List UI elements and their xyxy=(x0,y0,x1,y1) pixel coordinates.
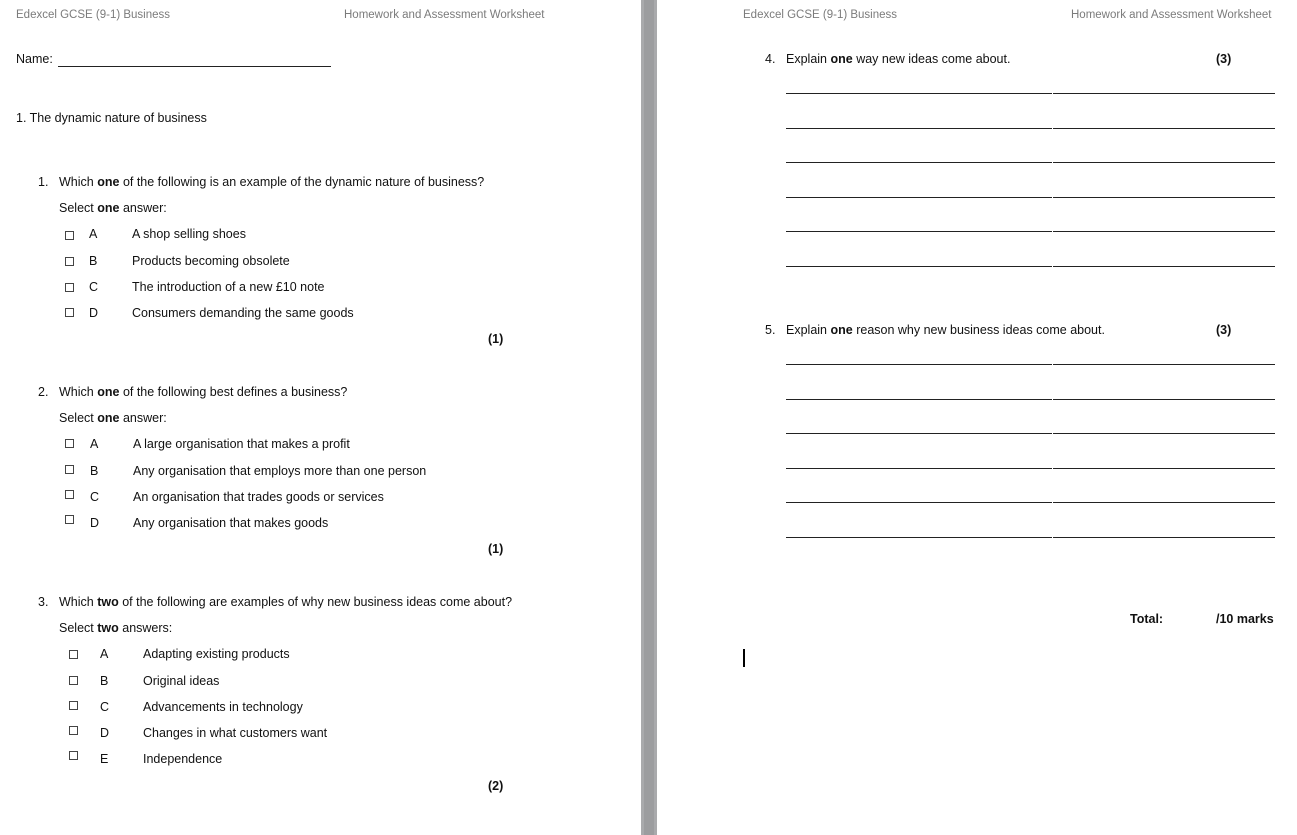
option-text: A shop selling shoes xyxy=(132,227,246,241)
answer-line[interactable] xyxy=(1203,502,1253,503)
option-text: Advancements in technology xyxy=(143,700,303,714)
checkbox-c[interactable] xyxy=(69,701,78,710)
answer-line[interactable] xyxy=(1104,231,1154,232)
answer-line[interactable] xyxy=(1053,364,1104,365)
header-course: Edexcel GCSE (9-1) Business xyxy=(16,9,171,21)
answer-line[interactable] xyxy=(1253,128,1275,129)
answer-line[interactable] xyxy=(1154,231,1203,232)
answer-line[interactable] xyxy=(1154,93,1203,94)
option-text: The introduction of a new £10 note xyxy=(132,280,325,294)
answer-line[interactable] xyxy=(786,162,1052,163)
answer-line[interactable] xyxy=(1253,197,1275,198)
answer-line[interactable] xyxy=(1053,231,1104,232)
select-instruction: Select two answers: xyxy=(59,621,173,635)
option-letter: A xyxy=(90,437,99,451)
text-cursor xyxy=(743,649,745,667)
answer-line[interactable] xyxy=(1203,162,1253,163)
answer-line[interactable] xyxy=(1154,537,1203,538)
checkbox-a[interactable] xyxy=(65,231,74,240)
option-text: Any organisation that makes goods xyxy=(133,516,329,530)
answer-line[interactable] xyxy=(1154,433,1203,434)
checkbox-a[interactable] xyxy=(69,650,78,659)
option-letter: C xyxy=(100,700,110,714)
section-title: 1. The dynamic nature of business xyxy=(16,111,207,125)
answer-line[interactable] xyxy=(1053,128,1104,129)
answer-line[interactable] xyxy=(1154,399,1203,400)
answer-line[interactable] xyxy=(786,537,1052,538)
answer-line[interactable] xyxy=(1253,502,1275,503)
answer-line[interactable] xyxy=(1154,197,1203,198)
option-letter: B xyxy=(90,464,99,478)
option-letter: D xyxy=(100,726,110,740)
answer-line[interactable] xyxy=(1104,433,1154,434)
answer-line[interactable] xyxy=(1203,468,1253,469)
marks: (1) xyxy=(488,332,504,346)
answer-line[interactable] xyxy=(1104,502,1154,503)
answer-line[interactable] xyxy=(1154,128,1203,129)
select-instruction: Select one answer: xyxy=(59,411,167,425)
option-text: Products becoming obsolete xyxy=(132,254,290,268)
answer-line[interactable] xyxy=(786,399,1052,400)
answer-line[interactable] xyxy=(1053,537,1104,538)
answer-line[interactable] xyxy=(1053,433,1104,434)
answer-line[interactable] xyxy=(786,128,1052,129)
option-text: Adapting existing products xyxy=(143,647,290,661)
answer-line[interactable] xyxy=(1053,93,1104,94)
answer-line[interactable] xyxy=(1104,399,1154,400)
question-number: 1. xyxy=(38,175,49,189)
option-text: A large organisation that makes a profit xyxy=(133,437,350,451)
answer-line[interactable] xyxy=(1053,502,1104,503)
question-text: Explain one reason why new business ideas come about. xyxy=(786,323,1105,337)
answer-line[interactable] xyxy=(1253,433,1275,434)
question-text: Which one of the following best defines a business? xyxy=(59,385,348,399)
answer-line[interactable] xyxy=(1203,433,1253,434)
select-instruction: Select one answer: xyxy=(59,201,167,215)
answer-line[interactable] xyxy=(1203,128,1253,129)
question-text: Explain one way new ideas come about. xyxy=(786,52,1011,66)
marks: (3) xyxy=(1216,52,1232,66)
answer-line[interactable] xyxy=(1104,128,1154,129)
answer-line[interactable] xyxy=(786,266,1052,267)
answer-line[interactable] xyxy=(1104,266,1154,267)
answer-line[interactable] xyxy=(1203,93,1253,94)
question-number: 4. xyxy=(765,52,776,66)
option-letter: C xyxy=(90,490,100,504)
question-number: 3. xyxy=(38,595,49,609)
header-course: Edexcel GCSE (9-1) Business xyxy=(743,9,898,21)
checkbox-c[interactable] xyxy=(65,490,74,499)
option-letter: C xyxy=(89,280,99,294)
answer-line[interactable] xyxy=(1253,364,1275,365)
name-label: Name: xyxy=(16,52,53,66)
answer-line[interactable] xyxy=(1104,162,1154,163)
answer-line[interactable] xyxy=(786,364,1052,365)
option-text: Original ideas xyxy=(143,674,220,688)
answer-line[interactable] xyxy=(1154,364,1203,365)
option-text: An organisation that trades goods or services xyxy=(133,490,384,504)
marks: (2) xyxy=(488,779,504,793)
option-letter: D xyxy=(89,306,99,320)
answer-line[interactable] xyxy=(786,502,1052,503)
answer-line[interactable] xyxy=(1104,468,1154,469)
answer-line[interactable] xyxy=(1154,502,1203,503)
checkbox-d[interactable] xyxy=(69,726,78,735)
answer-line[interactable] xyxy=(1203,537,1253,538)
option-text: Consumers demanding the same goods xyxy=(132,306,354,320)
answer-line[interactable] xyxy=(786,468,1052,469)
answer-line[interactable] xyxy=(786,231,1052,232)
answer-line[interactable] xyxy=(1104,93,1154,94)
answer-line[interactable] xyxy=(1053,399,1104,400)
checkbox-b[interactable] xyxy=(65,465,74,474)
checkbox-a[interactable] xyxy=(65,439,74,448)
checkbox-b[interactable] xyxy=(69,676,78,685)
answer-line[interactable] xyxy=(1053,197,1104,198)
answer-line[interactable] xyxy=(1203,364,1253,365)
answer-line[interactable] xyxy=(1253,162,1275,163)
answer-line[interactable] xyxy=(1104,537,1154,538)
checkbox-d[interactable] xyxy=(65,515,74,524)
answer-line[interactable] xyxy=(1203,197,1253,198)
page-separator xyxy=(641,0,657,835)
question-text: Which one of the following is an example of the dynamic nature of business? xyxy=(59,175,485,189)
answer-line[interactable] xyxy=(1154,468,1203,469)
answer-line[interactable] xyxy=(1203,399,1253,400)
answer-line[interactable] xyxy=(1253,537,1275,538)
total-label: Total: xyxy=(1130,612,1164,626)
answer-line[interactable] xyxy=(1154,266,1203,267)
question-text: Which two of the following are examples of why new business ideas come about? xyxy=(59,595,513,609)
option-letter: A xyxy=(100,647,109,661)
checkbox-d[interactable] xyxy=(65,308,74,317)
answer-line[interactable] xyxy=(1104,364,1154,365)
answer-line[interactable] xyxy=(1104,197,1154,198)
answer-line[interactable] xyxy=(1203,266,1253,267)
option-letter: A xyxy=(89,227,98,241)
option-text: Any organisation that employs more than one person xyxy=(133,464,427,478)
checkbox-b[interactable] xyxy=(65,257,74,266)
marks: (1) xyxy=(488,542,504,556)
total-value: /10 marks xyxy=(1216,612,1274,626)
name-field-line[interactable] xyxy=(58,66,331,67)
worksheet-page-2 xyxy=(657,0,1297,835)
answer-line[interactable] xyxy=(1053,266,1104,267)
answer-line[interactable] xyxy=(1053,468,1104,469)
header-title: Homework and Assessment Worksheet xyxy=(1071,9,1272,21)
answer-line[interactable] xyxy=(1203,231,1253,232)
worksheet-page-1 xyxy=(0,0,641,835)
option-text: Independence xyxy=(143,752,223,766)
answer-line[interactable] xyxy=(1154,162,1203,163)
answer-line[interactable] xyxy=(1253,93,1275,94)
answer-line[interactable] xyxy=(786,93,1052,94)
checkbox-c[interactable] xyxy=(65,283,74,292)
answer-line[interactable] xyxy=(1253,266,1275,267)
option-text: Changes in what customers want xyxy=(143,726,328,740)
answer-line[interactable] xyxy=(1253,468,1275,469)
answer-line[interactable] xyxy=(1053,162,1104,163)
answer-line[interactable] xyxy=(786,433,1052,434)
checkbox-e[interactable] xyxy=(69,751,78,760)
question-number: 5. xyxy=(765,323,776,337)
header-title: Homework and Assessment Worksheet xyxy=(344,9,545,21)
answer-line[interactable] xyxy=(1253,399,1275,400)
option-letter: D xyxy=(90,516,100,530)
marks: (3) xyxy=(1216,323,1232,337)
answer-line[interactable] xyxy=(1253,231,1275,232)
answer-line[interactable] xyxy=(786,197,1052,198)
option-letter: E xyxy=(100,752,109,766)
option-letter: B xyxy=(100,674,109,688)
question-number: 2. xyxy=(38,385,49,399)
option-letter: B xyxy=(89,254,98,268)
